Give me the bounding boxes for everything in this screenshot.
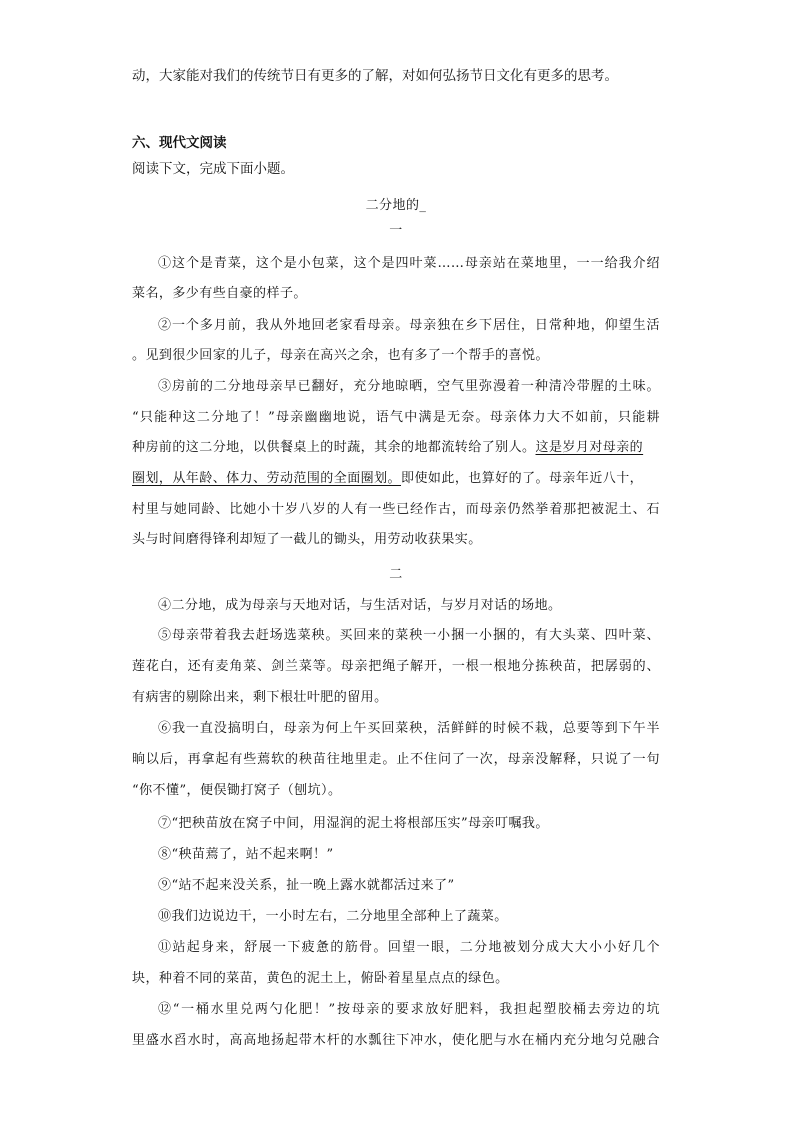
paragraph-6-line-1: ⑥我一直没搞明白，母亲为何上午买回菜秧，活鲜鲜的时候不栽，总要等到下午半 — [158, 721, 660, 736]
paragraph-11-line-1: ⑪站起身来，舒展一下疲惫的筋骨。回望一眼，二分地被划分成大大小小好几个 — [158, 940, 660, 955]
paragraph-6-line-2: 晌以后，再拿起有些蔫软的秧苗往地里走。止不住问了一次，母亲没解释，只说了一句 — [132, 752, 660, 767]
paragraph-1-line-2: 菜名，多少有些自豪的样子。 — [132, 286, 307, 301]
paragraph-5-line-2: 莲花白，还有麦角菜、剑兰菜等。母亲把绳子解开，一根一根地分拣秧苗，把孱弱的、 — [132, 659, 660, 674]
part-marker-one: 一 — [389, 223, 403, 238]
underlined-sentence-part-2: 圈划，从年龄、体力、劳动范围的全面圈划。 — [132, 471, 402, 486]
paragraph-3-line-3-text: 种房前的这二分地，以供餐桌上的时蔬，其余的地都流转给了别人。 — [132, 440, 536, 455]
paragraph-6-line-3: “你不懂”，便俣锄打窝子（刨坑）。 — [132, 783, 342, 798]
paragraph-3-line-4-text: 即使如此，也算好的了。母亲年近八十， — [401, 471, 644, 486]
instruction-text: 阅读下文，完成下面小题。 — [132, 161, 294, 177]
paragraph-5-line-1: ⑤母亲带着我去赶场选菜秧。买回来的菜秧一小捆一小捆的，有大头菜、四叶菜、 — [158, 628, 660, 643]
paragraph-12-line-2: 里盛水舀水时，高高地扬起带木杆的水瓢往下冲水，使化肥与水在桶内充分地匀兑融合 — [132, 1033, 660, 1048]
paragraph-2-line-2: 。见到很少回家的儿子，母亲在高兴之余，也有多了一个帮手的喜悦。 — [132, 348, 549, 363]
intro-end-text: 动，大家能对我们的传统节日有更多的了解，对如何弘扬节日文化有更多的思考。 — [132, 68, 618, 84]
paragraph-4: ④二分地，成为母亲与天地对话，与生活对话，与岁月对话的场地。 — [158, 598, 562, 613]
section-title: 六、现代文阅读 — [132, 135, 227, 151]
paragraph-3-line-2: “只能种这二分地了！”母亲幽幽地说，语气中满是无奈。母亲体力大不如前，只能耕 — [132, 410, 660, 425]
paragraph-11-line-2: 块，种着不同的菜苗，黄色的泥土上，俯卧着星星点点的绿色。 — [132, 971, 509, 986]
paragraph-3-line-3 — [132, 438, 660, 458]
paragraph-3-line-5: 村里与她同龄、比她小十岁八岁的人有一些已经作古，而母亲仍然挙着那把被泥土、石 — [132, 502, 660, 517]
paragraph-8: ⑧“秧苗蔫了，站不起来啊！” — [158, 847, 334, 862]
article-title: 二分地的_ — [365, 198, 427, 213]
paragraph-1-line-1: ①这个是青菜，这个是小包菜，这个是四叶菜……母亲站在菜地里，一一给我介绍 — [158, 256, 660, 271]
paragraph-3-line-1: ③房前的二分地母亲早已翻好，充分地晾晒，空气里弥漫着一种清冷带腥的土味。 — [158, 379, 660, 394]
paragraph-2-line-1: ②一个多月前，我从外地回老家看母亲。母亲独在乡下居住，日常种地，仰望生活 — [158, 318, 660, 333]
paragraph-9: ⑨“站不起来没关系，扯一晚上露水就都活过来了” — [158, 878, 455, 893]
underlined-sentence-part-1: 这是岁月对母亲的 — [535, 440, 644, 455]
paragraph-7: ⑦“把秧苗放在窝子中间，用湿润的泥土将根部压实”母亲叮嘱我。 — [158, 816, 549, 831]
paragraph-3-line-4 — [132, 469, 660, 489]
paragraph-5-line-3: 有病害的剔除出来，剩下根壮叶肥的留用。 — [132, 690, 388, 705]
paragraph-10: ⑩我们边说边干，一小时左右，二分地里全部种上了蔬菜。 — [158, 909, 508, 924]
paragraph-12-line-1: ⑫“一桶水里兑两勺化肥！”按母亲的要求放好肥料，我担起塑胶桶去旁边的坑 — [158, 1002, 660, 1017]
paragraph-3-line-6: 头与时间磨得锋利却短了一截儿的锄头，用劳动收获果实。 — [132, 532, 482, 547]
part-marker-two: 二 — [389, 567, 403, 582]
